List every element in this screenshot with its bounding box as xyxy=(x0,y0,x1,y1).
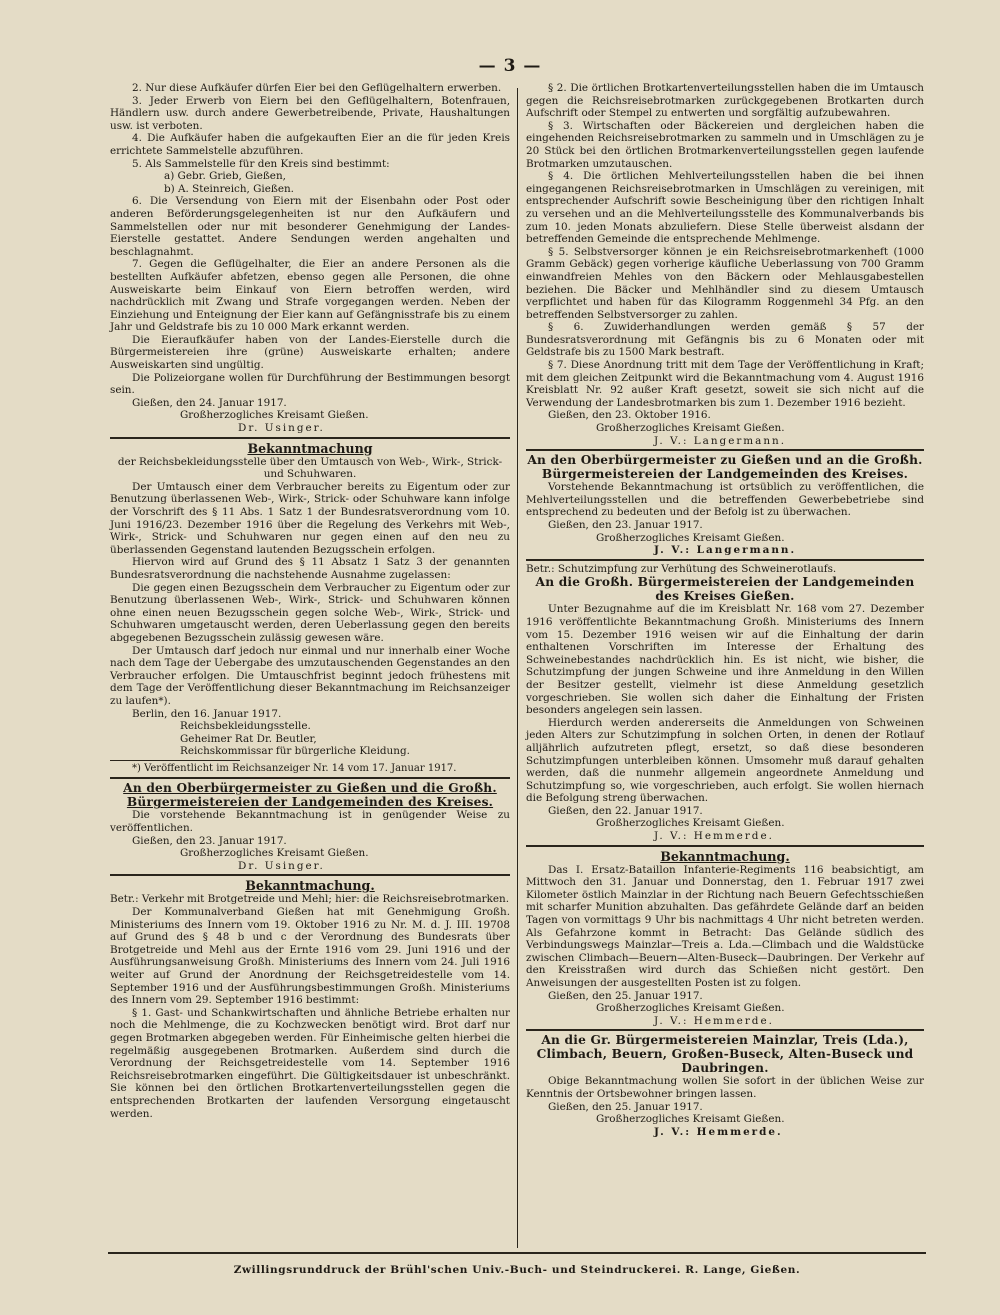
office-line: Großherzogliches Kreisamt Gießen. xyxy=(596,422,785,435)
paragraph: 5. Als Sammelstelle für den Kreis sind bestimmt: xyxy=(132,157,390,170)
signature: J. V.: Hemmerde. xyxy=(654,830,774,843)
paragraph: Der Umtausch darf jedoch nur einmal und nur innerhalb einer Woche nach dem Tage der Uebergabe des umzutauschenden Gegenstandes an den Verbraucher erfolgen. Die Umtauschfrist beginnt jedoch frühestens mit dem Tage der Veröffentlichung dieser Bekanntmachung im Reichsanzeiger zu laufen*). xyxy=(110,644,510,707)
paragraph: § 6. Zuwiderhandlungen werden gemäß § 57 der Bundesratsverordnung mit Gefängnis bis zu 6 Monaten oder mit Geldstrafe bis zu 1500 Mark bestraft. xyxy=(526,321,924,359)
paragraph: Die gegen einen Bezugsschein dem Verbraucher zu Eigentum oder zur Benutzung überlassenen Web-, Wirk-, Strick- und Schuhwaren können ohne einen neuen Bezugsschein gegen solche Web-, Wirk-, Strick- und Schuhwaren umgetauscht werden, deren Ueberlassung gegen den bereits abgegebenen Bezugsschein zulässig gewesen wäre. xyxy=(110,581,510,644)
section-title: An den Oberbürgermeister zu Gießen und an die Großh. Bürgermeistereien der Landgemeinden des Kreises. xyxy=(527,453,923,482)
office-line: Großherzogliches Kreisamt Gießen. xyxy=(596,817,785,830)
section-title: An die Großh. Bürgermeistereien der Landgemeinden des Kreises Gießen. xyxy=(535,575,915,604)
paragraph: 3. Jeder Erwerb von Eiern bei den Geflügelhaltern, Botenfrauen, Händlern usw. durch andere Gewerbetreibende, Private, Haushaltungen usw. ist verboten. xyxy=(110,94,510,132)
paragraph: 2. Nur diese Aufkäufer dürfen Eier bei den Geflügelhaltern erwerben. xyxy=(132,82,502,94)
section-title: Bekanntmachung. xyxy=(245,878,375,894)
section-title: An die Gr. Bürgermeistereien Mainzlar, Treis (Lda.), Climbach, Beuern, Großen-Buseck, Alten-Buseck und Daubringen. xyxy=(536,1033,914,1076)
subject-line: Betr.: Verkehr mit Brotgetreide und Mehl; hier: die Reichsreisebrotmarken. xyxy=(110,893,510,906)
paragraph: Hierdurch werden andererseits die Anmeldungen von Schweinen jeden Alters zur Schutzimpfung in solchen Orten, in denen der Rotlauf alljährlich aufzutreten pflegt, ersetzt, so daß diese besonderen Schutzimpfungen unterbleiben können. Umsomehr muß darauf gehalten werden, daß die nunmehr allgemein angeordnete Anmeldung und Schutzimpfung so, wie vorgeschrieben, auch erfolgt. Sie wollen hiernach die Befolgung streng überwachen. xyxy=(526,716,924,805)
paragraph: Unter Bezugnahme auf die im Kreisblatt Nr. 168 vom 27. Dezember 1916 veröffentlichte Bekanntmachung Großh. Ministeriums des Innern vom 15. Dezember 1916 weisen wir auf die Einhaltung der darin enthaltenen Vorschriften im Interesse der Erhaltung des Schweinebestandes nachdrücklich hin. Es ist nicht, wie bisher, die Schutzimpfung der jungen Schweine und ihre Anmeldung in den Willen der Besitzer gestellt, vielmehr ist diese Anmeldung gesetzlich vorgeschrieben. Sie wollen sich daher die Einhaltung der Fristen besonders angelegen sein lassen. xyxy=(526,603,924,717)
date-line: Gießen, den 25. Januar 1917. xyxy=(548,1100,703,1113)
list-item: a) Gebr. Grieb, Gießen, xyxy=(164,170,286,183)
date-line: Gießen, den 22. Januar 1917. xyxy=(548,804,703,817)
section-rule xyxy=(110,777,510,779)
footer-rule xyxy=(108,1252,926,1254)
section-rule xyxy=(110,437,510,439)
section-title: Bekanntmachung. xyxy=(660,848,790,864)
paragraph: § 1. Gast- und Schankwirtschaften und ähnliche Betriebe erhalten nur noch die Mehlmenge, die zu Kochzwecken benötigt wird. Brot darf nur gegen Brotmarken abgegeben werden. Für Einheimische gelten hierbei die regelmäßig ausgegebenen Brotmarken. Außerdem sind durch die Verordnung der Reichsgetreidestelle vom 14. September 1916 Reichsreisebrotmarken eingeführt. Die Gültigkeitsdauer ist unbeschränkt. Sie können bei den örtlichen Brotkartenverteilungsstellen gegen die entsprechenden Brotkarten der laufenden Versorgung eingetauscht werden. xyxy=(110,1006,510,1120)
section-rule xyxy=(526,1029,924,1031)
paragraph: Der Kommunalverband Gießen hat mit Genehmigung Großh. Ministeriums des Innern vom 19. Oktober 1916 zu Nr. M. d. J. III. 19708 auf Grund des § 48 b und c der Verordnung des Bundesrats über Brotgetreide und Mehl aus der Ernte 1916 vom 29. Juni 1916 und der Ausführungsanweisung Großh. Ministeriums des Innern vom 24. Juli 1916 weiter auf Grund der Anordnung der Reichsgetreidestelle vom 14. September 1916 und der Ausführungsbestimmungen Großh. Ministeriums des Innern vom 29. September 1916 bestimmt: xyxy=(110,906,510,1007)
paragraph: 4. Die Aufkäufer haben die aufgekauften Eier an die für jeden Kreis errichtete Sammelstelle abzuführen. xyxy=(110,132,510,157)
signature: Geheimer Rat Dr. Beutler, xyxy=(180,732,317,745)
paragraph: Vorstehende Bekanntmachung ist ortsüblich zu veröffentlichen, die Mehlverteilungsstellen und die betreffenden Gewerbebetriebe sind entsprechend zu bedeuten und der Befolg ist zu überwachen. xyxy=(526,481,924,519)
section-title: An den Oberbürgermeister zu Gießen und die Großh. Bürgermeistereien der Landgemeinden des Kreises. xyxy=(123,781,497,810)
date-line: Gießen, den 24. Januar 1917. xyxy=(132,396,287,409)
paragraph: § 2. Die örtlichen Brotkartenverteilungsstellen haben die im Umtausch gegen die Reichsreisebrotmarken zurückgegebenen Brotkarten durch Aufschrift oder Stempel zu entwerten und sorgfältig aufzubewahren. xyxy=(526,82,924,120)
paragraph: 6. Die Versendung von Eiern mit der Eisenbahn oder Post oder anderen Beförderungsgelegenheiten ist nur den Aufkäufern und Sammelstellen oder nur mit besonderer Genehmigung der Landes-Eierstelle gestattet. Andere Sendungen werden angehalten und beschlagnahmt. xyxy=(110,195,510,258)
section-rule xyxy=(526,559,924,561)
paragraph: Die Polizeiorgane wollen für Durchführung der Bestimmungen besorgt sein. xyxy=(110,371,510,397)
left-column xyxy=(110,82,510,1120)
date-line: Gießen, den 23. Januar 1917. xyxy=(548,519,703,531)
paragraph: Die vorstehende Bekanntmachung ist in genügender Weise zu veröffentlichen. xyxy=(110,809,510,835)
office-line: Großherzogliches Kreisamt Gießen. xyxy=(180,409,369,422)
date-line: Gießen, den 23. Januar 1917. xyxy=(132,834,287,847)
office-line: Großherzogliches Kreisamt Gießen. xyxy=(180,847,369,860)
signature: Dr. Usinger. xyxy=(238,422,325,435)
office-line: Reichsbekleidungsstelle. xyxy=(180,720,311,733)
section-rule xyxy=(110,874,510,876)
signature: J. V.: Hemmerde. xyxy=(654,1125,783,1138)
paragraph: Das I. Ersatz-Bataillon Infanterie-Regiments 116 beabsichtigt, am Mittwoch den 31. Januar und Donnerstag, den 1. Februar 1917 zwei Kilometer östlich Mainzlar in der Richtung nach Beuern Gefechtsschießen mit scharfer Munition abzuhalten. Das gefährdete Gelände darf an beiden Tagen von vormittags 9 Uhr bis nachmittags 4 Uhr nicht betreten werden. Als Gefahrzone kommt in Betracht: Das Gelände südlich des Verbindungswegs Mainzlar—Treis a. Lda.—Climbach und die Waldstücke zwischen Climbach—Beuern—Alten-Buseck—Daubringen. Der Verkehr auf den Kreisstraßen wird durch das Schießen nicht gestört. Den Anweisungen der ausgestellten Posten ist zu folgen. xyxy=(526,863,924,989)
office-line: Großherzogliches Kreisamt Gießen. xyxy=(596,1113,785,1126)
column-divider xyxy=(517,88,518,1248)
paragraph: § 7. Diese Anordnung tritt mit dem Tage der Veröffentlichung in Kraft; mit dem gleichen Zeitpunkt wird die Bekanntmachung vom 4. August 1916 Kreisblatt Nr. 92 außer Kraft gesetzt, soweit sie sich nicht auf die Verwendung der Landesbrotmarken bis zum 1. Dezember 1916 bezieht. xyxy=(526,359,924,409)
paragraph: § 5. Selbstversorger können je ein Reichsreisebrotmarkenheft (1000 Gramm Gebäck) gegen vorherige käufliche Ueberlassung von 700 Gramm einwandfreien Mehles von den Bäckern oder Mehlausgabestellen beziehen. Die Bäcker und Mehlhändler sind zu diesem Umtausch verpflichtet und haben für das Kilogramm Roggenmehl 34 Pfg. an den betreffenden Selbstversorger zu zahlen. xyxy=(526,245,924,321)
signer-role: Reichskommissar für bürgerliche Kleidung. xyxy=(180,745,410,758)
signature: J. V.: Hemmerde. xyxy=(654,1014,774,1027)
paragraph: Der Umtausch einer dem Verbraucher bereits zu Eigentum oder zur Benutzung überlassenen Web-, Wirk-, Strick- oder Schuhware kann infolge der Vorschrift des § 11 Abs. 1 Satz 1 der Bundesratsverordnung vom 10. Juni 1916/23. Dezember 1916 über die Regelung des Verkehrs mit Web-, Wirk-, Strick- und Schuhwaren nur gegen einen auf den neu zu überlassenden Gegenstand lautenden Bezugsschein erfolgen. xyxy=(110,480,510,556)
date-line: Gießen, den 23. Oktober 1916. xyxy=(548,409,711,422)
paragraph: 7. Gegen die Geflügelhalter, die Eier an andere Personen als die bestellten Aufkäufer abfetzen, ebenso gegen alle Personen, die ohne Ausweiskarte beim Einkauf von Eiern betroffen werden, wird nachdrücklich mit Zwang und Strafe vorgegangen werden. Neben der Einziehung und Enteignung der Eier kann auf Gefängnisstrafe bis zu einem Jahr und Geldstrafe bis zu 10 000 Mark erkannt werden. xyxy=(110,258,510,334)
paragraph: § 3. Wirtschaften oder Bäckereien und dergleichen haben die eingehenden Reichsreisebrotmarken zu sammeln und in Umschlägen zu je 20 Stück bei den örtlichen Brotmarkenverteilungsstellen gegen laufende Brotmarken umzutauschen. xyxy=(526,119,924,170)
date-line: Gießen, den 25. Januar 1917. xyxy=(548,989,703,1002)
page-number: — 3 — xyxy=(478,56,542,76)
paragraph: Obige Bekanntmachung wollen Sie sofort in der üblichen Weise zur Kenntnis der Ortsbewohner bringen lassen. xyxy=(526,1075,924,1100)
footnote-rule xyxy=(110,760,240,761)
date-line: Berlin, den 16. Januar 1917. xyxy=(132,707,282,720)
signature: J. V.: Langermann. xyxy=(654,544,797,557)
section-rule xyxy=(526,449,924,451)
office-line: Großherzogliches Kreisamt Gießen. xyxy=(596,531,785,544)
signature: Dr. Usinger. xyxy=(238,859,325,872)
section-title: Bekanntmachung xyxy=(247,440,373,456)
section-rule xyxy=(526,845,924,847)
paragraph: Die Eieraufkäufer haben von der Landes-Eierstelle durch die Bürgermeistereien ihre (grüne) Ausweiskarte erhalten; andere Ausweiskarten sind ungültig. xyxy=(110,333,510,372)
office-line: Großherzogliches Kreisamt Gießen. xyxy=(596,1002,785,1015)
paragraph: § 4. Die örtlichen Mehlverteilungsstellen haben die bei ihnen eingegangenen Reichsreisebrotmarken in Umschlägen zu vereinigen, mit entsprechender Aufschrift sowie Bescheinigung über den richtigen Inhalt zu versehen und an die Mehlverteilungsstelle des Kommunalverbands bis zum 10. jeden Monats abzuliefern. Diese Stelle überweist alsdann der betreffenden Gemeinde die entsprechende Mehlmenge. xyxy=(526,170,924,246)
section-subtitle: der Reichsbekleidungsstelle über den Umtausch von Web-, Wirk-, Strick- und Schuhwaren. xyxy=(117,455,503,481)
paragraph: Hiervon wird auf Grund des § 11 Absatz 1 Satz 3 der genannten Bundesratsverordnung die nachstehende Ausnahme zugelassen: xyxy=(110,556,510,581)
printer-imprint: Zwillingsrunddruck der Brühl'schen Univ.-Buch- und Steindruckerei. R. Lange, Gießen. xyxy=(233,1264,801,1276)
right-column xyxy=(526,82,924,1138)
footnote: *) Veröffentlicht im Reichsanzeiger Nr. 14 vom 17. Januar 1917. xyxy=(132,762,457,774)
subject-line: Betr.: Schutzimpfung zur Verhütung des Schweinerotlaufs. xyxy=(526,562,837,575)
signature: J. V.: Langermann. xyxy=(654,434,787,447)
list-item: b) A. Steinreich, Gießen. xyxy=(164,182,294,195)
